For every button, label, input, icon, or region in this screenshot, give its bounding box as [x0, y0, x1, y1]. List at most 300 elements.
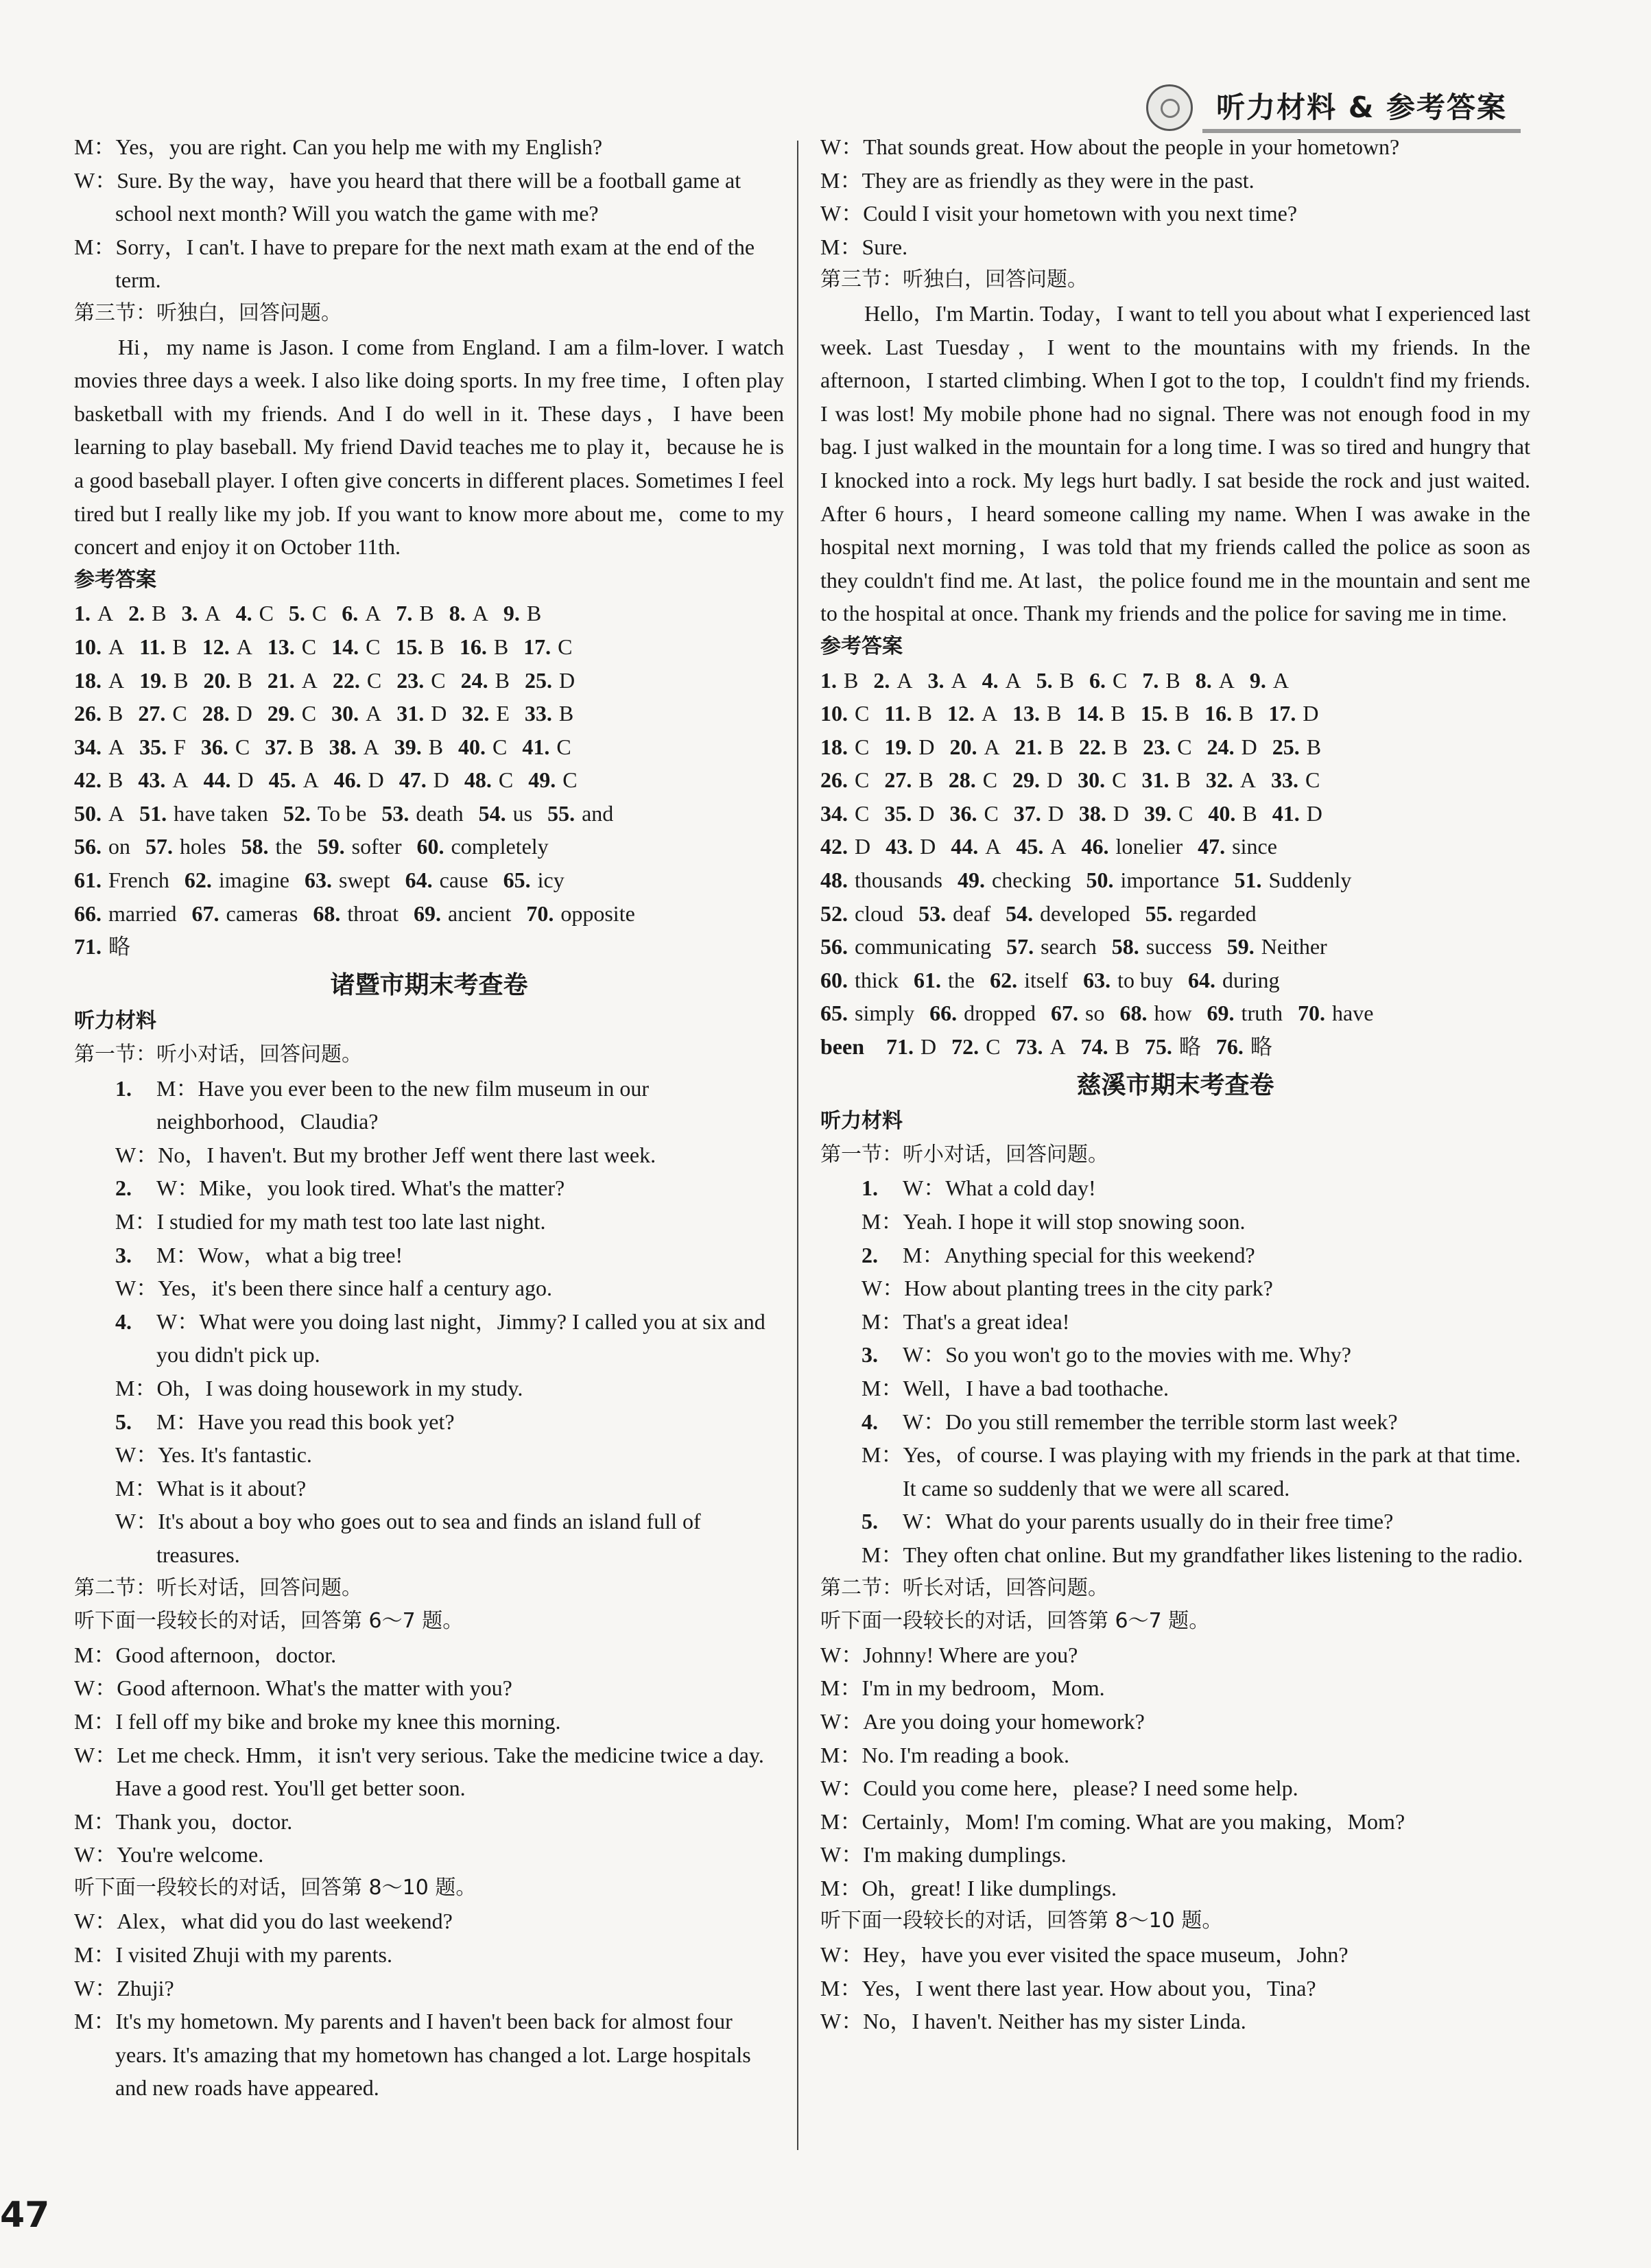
answer-value: French — [108, 868, 169, 893]
answer-value: B — [558, 701, 574, 726]
answer-value: D — [920, 834, 936, 859]
answer-number: 75. — [1144, 1034, 1172, 1060]
answer-item — [1012, 697, 1061, 730]
answer-value: A — [108, 667, 125, 693]
answer-value: developed — [1040, 900, 1130, 926]
answer-value: icy — [537, 868, 565, 893]
dialog-line: M：Yes，I went there last year. How about you，Tina? — [820, 1975, 1316, 2001]
answer-number: 35. — [139, 734, 167, 759]
answer-item — [1012, 763, 1062, 797]
page-number: 47 — [0, 2195, 50, 2236]
page-header — [1146, 81, 1521, 134]
answer-value: death — [416, 800, 464, 826]
short-dialog — [74, 1405, 784, 1572]
answer-number: 28. — [202, 701, 230, 726]
answer-item — [396, 597, 433, 630]
answer-row — [74, 597, 784, 630]
dialog-line: M：Certainly，Mom! I'm coming. What are you making，Mom? — [820, 1809, 1405, 1834]
answer-item — [329, 730, 379, 764]
answer-number: 35. — [884, 800, 912, 826]
answer-number: 50. — [74, 800, 102, 826]
answer-number: 31. — [396, 701, 425, 726]
answer-item — [138, 697, 187, 730]
dialog-number: 1. — [862, 1175, 878, 1201]
answer-item — [203, 763, 253, 797]
column-divider — [797, 141, 798, 2150]
answer-item — [1119, 996, 1191, 1030]
answer-number: 29. — [267, 701, 295, 726]
answer-value: since — [1232, 834, 1277, 859]
answer-item — [1083, 964, 1173, 997]
answer-value: B — [428, 734, 444, 759]
answer-item — [503, 597, 541, 630]
answer-number: 52. — [283, 800, 311, 826]
dialog-line: 5. W：What do your parents usually do in their free time? — [820, 1505, 1530, 1538]
answer-value: E — [496, 701, 510, 726]
answer-item — [192, 897, 298, 931]
answer-item — [820, 830, 870, 863]
short-dialog — [820, 1405, 1530, 1505]
answers-label: 参考答案 — [74, 567, 156, 592]
answer-value: B — [526, 601, 542, 626]
dialog-line: M：No. I'm reading a book. — [820, 1742, 1070, 1767]
answer-number: 12. — [947, 701, 975, 726]
answer-value: D — [1306, 800, 1322, 826]
answer-value: and — [582, 800, 614, 826]
answer-value: A — [981, 701, 998, 726]
answer-value: D — [558, 667, 575, 693]
monologue: Hi，my name is Jason. I come from England. I am a film-lover. I watch movies three days a week. I also like doing sports. In my free time，I often play basketball with my friends. And I do well in it. These days，I have been learning to play baseball. My friend David teaches me to play it，because he is a good baseball player. I often give concerts in different places. Sometimes I feel tired but I really like my job. If you want to know more about me，come to my concert and enjoy it on October 11th. — [74, 334, 784, 560]
answer-value: B — [1239, 701, 1254, 726]
answer-value: 略 — [108, 934, 131, 959]
dialog-line: W：Could you come here，please? I need some help. — [820, 1776, 1298, 1801]
answer-item — [74, 630, 124, 664]
answer-number: 34. — [74, 734, 102, 759]
answer-item — [1079, 730, 1128, 764]
dialog-number: 5. — [862, 1509, 878, 1534]
answer-number: 40. — [458, 734, 486, 759]
dialog-line: W：That sounds great. How about the people in your hometown? — [820, 134, 1400, 159]
dialog-line: M：Well，I have a bad toothache. — [862, 1375, 1169, 1400]
answer-number: 4. — [982, 667, 999, 693]
answer-row — [74, 797, 784, 831]
answer-number: 20. — [203, 667, 231, 693]
answer-item — [525, 664, 575, 697]
answer-value: B — [1306, 734, 1322, 759]
answer-item — [283, 797, 367, 831]
dialog-top — [820, 130, 1530, 263]
answer-number: 72. — [951, 1034, 979, 1060]
answer-value: itself — [1024, 967, 1069, 992]
answer-number: 63. — [1083, 967, 1111, 992]
answer-value: 略 — [1178, 1034, 1201, 1060]
answer-value: B — [1115, 1034, 1130, 1060]
dialog-line: W：Could I visit your hometown with you next time? — [820, 201, 1298, 226]
answer-item — [884, 697, 932, 730]
answer-number: 15. — [1140, 701, 1168, 726]
dialog-number: 3. — [115, 1242, 132, 1267]
answer-value: C — [498, 767, 514, 793]
answer-value: truth — [1241, 1001, 1283, 1026]
right-column — [820, 130, 1530, 2038]
answer-row — [820, 664, 1530, 697]
answer-number: 21. — [267, 667, 295, 693]
answer-value: imagine — [218, 868, 289, 893]
answer-number: 59. — [317, 834, 345, 859]
answer-item — [1204, 697, 1253, 730]
answer-number: 56. — [820, 934, 848, 959]
answer-number: 61. — [74, 868, 102, 893]
dialog-line: W：No，I haven't. Neither has my sister Linda. — [820, 2009, 1246, 2034]
answer-value: search — [1041, 934, 1097, 959]
answer-number: 22. — [1078, 734, 1106, 759]
listening-label: 听力材料 — [74, 1009, 156, 1034]
long-dialog-intro: 听下面一段较长的对话，回答第 8～10 题。 — [74, 1875, 477, 1900]
answer-number: 71. — [74, 934, 102, 959]
answer-item — [479, 797, 532, 831]
answer-value: D — [918, 800, 935, 826]
answer-number: 12. — [202, 634, 230, 659]
answer-item — [74, 863, 169, 897]
answer-item — [405, 863, 488, 897]
answer-number: 62. — [990, 967, 1018, 992]
long-dialog-intro: 听下面一段较长的对话，回答第 8～10 题。 — [820, 1909, 1223, 1933]
answer-number: 57. — [145, 834, 173, 859]
answer-number: 5. — [1036, 667, 1053, 693]
answer-item — [1234, 863, 1351, 897]
answer-item — [1079, 797, 1129, 831]
dialog-number: 2. — [862, 1242, 878, 1267]
answer-number: 11. — [884, 701, 911, 726]
answer-item — [1143, 730, 1191, 764]
answer-row — [820, 964, 1530, 997]
answer-value: cloud — [855, 900, 904, 926]
answer-value: during — [1222, 967, 1280, 992]
answer-item — [951, 1030, 1000, 1064]
answer-number: 42. — [74, 767, 102, 793]
dialog-line: M：Sorry，I can't. I have to prepare for the next math exam at the end of the term. — [74, 234, 755, 293]
answer-number: 2. — [128, 601, 145, 626]
answer-item — [1112, 930, 1212, 964]
answer-number: 67. — [191, 900, 219, 926]
answer-value: C — [1113, 667, 1128, 693]
answer-value: C — [301, 634, 317, 659]
answer-item — [462, 697, 510, 730]
answer-value: checking — [992, 868, 1071, 893]
answer-number: 51. — [1234, 868, 1262, 893]
dialog-line: 1. W：What a cold day! — [820, 1171, 1530, 1205]
answer-number: 19. — [139, 667, 167, 693]
answer-number: 18. — [74, 667, 102, 693]
answer-value: A — [172, 767, 189, 793]
answer-value: C — [235, 734, 250, 759]
dialog-line: W：It's about a boy who goes out to sea and finds an island full of treasures. — [115, 1509, 701, 1567]
answer-value: C — [311, 601, 327, 626]
answer-value: dropped — [964, 1001, 1036, 1026]
answer-value: B — [429, 634, 444, 659]
answer-value: D — [433, 767, 449, 793]
dialog-line: M：I fell off my bike and broke my knee this morning. — [74, 1708, 561, 1734]
answer-item — [949, 797, 998, 831]
answer-value: C — [855, 767, 870, 793]
answer-number: 27. — [884, 767, 912, 793]
answer-item — [460, 630, 508, 664]
answer-value: D — [855, 834, 871, 859]
answer-number: 73. — [1015, 1034, 1043, 1060]
left-column — [74, 130, 784, 2105]
answer-number: 17. — [523, 634, 551, 659]
answer-number: 6. — [1089, 667, 1106, 693]
header-badge-icon — [1146, 84, 1193, 131]
answer-value: communicating — [855, 934, 992, 959]
answer-number: 18. — [820, 734, 848, 759]
answer-item — [526, 897, 634, 931]
answer-number: 52. — [820, 900, 848, 926]
answer-item — [1078, 763, 1126, 797]
answer-number: 38. — [329, 734, 357, 759]
answer-number: 24. — [460, 667, 488, 693]
answer-item — [139, 730, 186, 764]
answer-number: 4. — [235, 601, 252, 626]
answer-number: 41. — [522, 734, 550, 759]
answer-item — [414, 897, 511, 931]
dialog-line: M：What is it about? — [115, 1475, 307, 1501]
answer-item — [1272, 797, 1322, 831]
answer-item — [503, 863, 565, 897]
answer-number: 56. — [74, 834, 102, 859]
answer-value: B — [1113, 734, 1128, 759]
answer-number: 24. — [1207, 734, 1235, 759]
answer-value: opposite — [560, 900, 635, 926]
answer-item — [528, 763, 577, 797]
answer-number: 26. — [74, 701, 102, 726]
answer-value: A — [365, 601, 381, 626]
answer-item — [958, 863, 1071, 897]
answer-value: holes — [180, 834, 226, 859]
short-dialog — [74, 1072, 784, 1172]
answer-number: 49. — [958, 868, 985, 893]
dialog-line: W：Let me check. Hmm，it isn't very serious. Take the medicine twice a day. Have a good rest. You'll get better soon. — [74, 1742, 764, 1801]
dialog-line: M：Thank you，doctor. — [74, 1809, 293, 1834]
answer-number: 58. — [1111, 934, 1139, 959]
answer-value: cameras — [226, 900, 298, 926]
answer-row — [820, 797, 1530, 831]
answer-value: A — [1050, 834, 1067, 859]
long-dialog — [820, 1638, 1530, 1905]
answer-value: to buy — [1117, 967, 1173, 992]
answer-value: C — [366, 667, 382, 693]
answer-row — [820, 863, 1530, 897]
answer-number: 3. — [181, 601, 198, 626]
answer-item — [949, 763, 997, 797]
answer-value: B — [1174, 701, 1190, 726]
answer-number: 42. — [820, 834, 848, 859]
answer-number: 37. — [1013, 800, 1041, 826]
dialog-line: W：Johnny! Where are you? — [820, 1642, 1078, 1667]
exam-title: 慈溪市期末考查卷 — [1076, 1071, 1274, 1099]
answer-number: 68. — [1119, 1001, 1148, 1026]
answer-number: 60. — [820, 967, 848, 992]
answer-number: 30. — [1078, 767, 1106, 793]
answer-item — [820, 996, 914, 1030]
answer-value: A — [301, 667, 318, 693]
answer-item — [929, 996, 1036, 1030]
answer-number: 76. — [1215, 1034, 1244, 1060]
answer-value: D — [237, 767, 254, 793]
answer-item — [203, 664, 252, 697]
answer-number: 10. — [820, 701, 848, 726]
answer-value: B — [493, 634, 509, 659]
answer-value: C — [259, 601, 274, 626]
answer-number: 7. — [1142, 667, 1159, 693]
answer-item — [1145, 1030, 1201, 1064]
answer-value: A — [1049, 1034, 1066, 1060]
section-heading: 第二节：听长对话，回答问题。 — [820, 1575, 1108, 1600]
answer-item — [268, 630, 316, 664]
dialog-line: W：Yes. It's fantastic. — [115, 1442, 312, 1468]
answer-number: 60. — [416, 834, 444, 859]
answer-number: 64. — [405, 868, 433, 893]
answer-item — [417, 830, 549, 863]
answer-value: C — [1305, 767, 1320, 793]
answer-value: us — [512, 800, 533, 826]
dialog-line: M：I studied for my math test too late last night. — [115, 1209, 546, 1234]
answer-item — [1144, 797, 1193, 831]
answer-item — [399, 763, 449, 797]
answer-item — [927, 664, 966, 697]
answer-item — [918, 897, 990, 931]
answer-value: A — [985, 834, 1001, 859]
answer-item — [820, 863, 942, 897]
answer-number: 68. — [313, 900, 341, 926]
answer-number: 54. — [1006, 900, 1034, 926]
answer-row — [820, 830, 1530, 863]
answer-item — [394, 730, 443, 764]
answer-value: B — [172, 634, 187, 659]
answer-value: B — [108, 701, 123, 726]
answers-label: 参考答案 — [820, 634, 903, 658]
answer-value: B — [1176, 767, 1191, 793]
answer-item — [334, 763, 384, 797]
answer-item — [145, 830, 226, 863]
answer-number: 22. — [332, 667, 360, 693]
answer-number: 63. — [304, 868, 332, 893]
answer-number: 17. — [1268, 701, 1296, 726]
answer-value: success — [1145, 934, 1212, 959]
answer-item — [884, 763, 933, 797]
answer-number: 10. — [74, 634, 102, 659]
answer-item — [1141, 763, 1190, 797]
dialog-line: M：That's a great idea! — [862, 1309, 1070, 1334]
dialog-line: 3. W：So you won't go to the movies with me. Why? — [820, 1338, 1530, 1372]
answer-item — [1198, 830, 1277, 863]
answer-value: D — [1047, 767, 1063, 793]
answer-number: 19. — [884, 734, 912, 759]
answer-value: D — [236, 701, 252, 726]
answer-number: 47. — [399, 767, 427, 793]
answer-value: C — [1112, 767, 1127, 793]
answer-number: 16. — [1204, 701, 1233, 726]
answer-number: 61. — [913, 967, 941, 992]
answer-row — [74, 763, 784, 797]
answer-number: 49. — [528, 767, 556, 793]
dialog-line: W：Alex，what did you do last weekend? — [74, 1909, 453, 1934]
answer-row — [820, 763, 1530, 797]
short-dialog — [820, 1239, 1530, 1339]
short-dialog — [820, 1505, 1530, 1571]
answer-value: D — [920, 1034, 937, 1060]
answer-item — [886, 1030, 936, 1064]
answer-item — [139, 797, 268, 831]
answer-value: B — [1242, 800, 1257, 826]
answer-value: married — [108, 900, 177, 926]
answer-item — [74, 897, 177, 931]
answer-row — [74, 830, 784, 863]
answer-value: have taken — [174, 800, 268, 826]
answer-item — [1086, 863, 1220, 897]
answer-number: 13. — [1012, 701, 1041, 726]
dialog-line: W：Yes，it's been there since half a century ago. — [115, 1276, 552, 1301]
section-heading: 第一节：听小对话，回答问题。 — [820, 1142, 1108, 1167]
answer-row — [74, 630, 784, 664]
answer-number: 51. — [139, 800, 167, 826]
answer-item — [318, 830, 402, 863]
answer-item — [820, 797, 869, 831]
answer-value: A — [366, 701, 382, 726]
answer-number: 57. — [1006, 934, 1034, 959]
dialog-line: M：It's my hometown. My parents and I haven't been back for almost four years. It's amazing that my hometown has changed a lot. Large hospitals and new roads have appeared. — [74, 2009, 751, 2101]
answer-value: C — [562, 767, 578, 793]
dialog-line: W：Are you doing your homework? — [820, 1708, 1145, 1734]
answer-value: Suddenly — [1268, 868, 1352, 893]
answer-item — [1081, 1030, 1130, 1064]
answer-value: how — [1154, 1001, 1192, 1026]
answer-value: Neither — [1261, 934, 1327, 959]
answer-item — [1076, 697, 1125, 730]
dialog-line: M：I visited Zhuji with my parents. — [74, 1942, 392, 1968]
answer-value: C — [1178, 800, 1193, 826]
answer-number: 47. — [1198, 834, 1226, 859]
dialog-number: 4. — [115, 1309, 132, 1334]
answer-item — [342, 597, 381, 630]
answer-value: softer — [351, 834, 402, 859]
answer-number: 7. — [396, 601, 413, 626]
answer-number: 46. — [1081, 834, 1109, 859]
answer-item — [820, 763, 869, 797]
answer-value: C — [301, 701, 317, 726]
answer-value: D — [1303, 701, 1319, 726]
answer-item — [305, 863, 390, 897]
answer-value: swept — [338, 868, 390, 893]
answer-number: 62. — [184, 868, 212, 893]
answer-value: C — [986, 1034, 1001, 1060]
dialog-number: 1. — [115, 1075, 132, 1101]
answer-item — [820, 930, 991, 964]
answer-value: C — [1177, 734, 1192, 759]
answer-value: B — [419, 601, 434, 626]
answer-value: A — [363, 734, 379, 759]
long-dialog-intro: 听下面一段较长的对话，回答第 6～7 题。 — [74, 1609, 464, 1634]
answer-number: 23. — [396, 667, 425, 693]
answer-value: B — [1049, 734, 1064, 759]
answer-value: F — [174, 734, 186, 759]
answer-number: 2. — [873, 667, 890, 693]
answer-number: 59. — [1226, 934, 1255, 959]
answer-value: thousands — [855, 868, 942, 893]
answer-item — [201, 730, 250, 764]
answer-number: 28. — [948, 767, 976, 793]
answer-row — [74, 863, 784, 897]
